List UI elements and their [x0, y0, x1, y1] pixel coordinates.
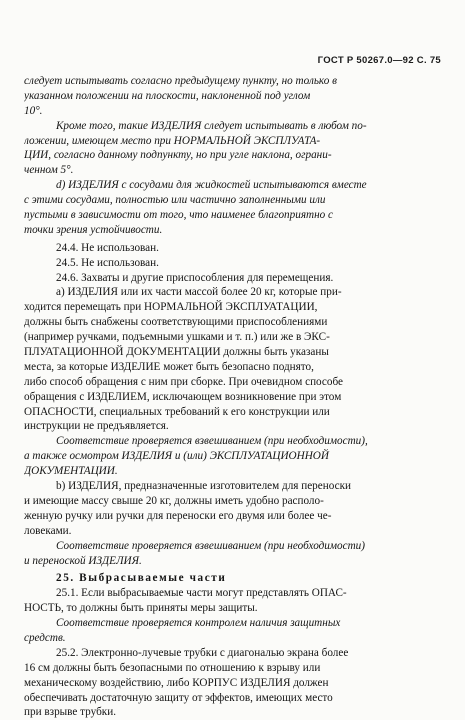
text-line: ДОКУМЕНТАЦИИ. — [24, 465, 118, 478]
text-line: 24.6. Захваты и другие приспособления для перемещения. — [56, 271, 334, 284]
text-line: 25. Выбрасываемые части — [56, 572, 227, 585]
text-line: Соответствие проверяется взвешиванием (при необходимости), — [56, 435, 368, 448]
text-line: инструкции не предъявляется. — [24, 420, 169, 433]
text-line: ловеками. — [24, 524, 72, 537]
text-line: (например ручками, подъемными ушками и т. п.) или же в ЭКС- — [24, 331, 330, 344]
text-line: 25.1. Если выбрасываемые части могут представлять ОПАС- — [56, 587, 347, 600]
text-line: указанном положении на плоскости, наклоненной под углом — [24, 89, 311, 102]
text-line: 24.4. Не использован. — [56, 241, 159, 254]
text-line: с этими сосудами, полностью или частично заполненными или — [24, 194, 326, 207]
text-line: 24.5. Не использован. — [56, 256, 159, 269]
text-line: должны быть снабжены соответствующими приспособлениями — [24, 316, 328, 329]
text-line: ходится перемещать при НОРМАЛЬНОЙ ЭКСПЛУАТАЦИИ, — [24, 301, 318, 314]
text-line: Соответствие проверяется контролем наличия защитных — [56, 617, 341, 630]
text-line: и переноской ИЗДЕЛИЯ. — [24, 554, 142, 567]
text-line: при взрыве трубки. — [24, 706, 116, 719]
text-line: и имеющие массу свыше 20 кг, должны иметь удобно располо- — [24, 494, 324, 507]
text-line: места, за которые ИЗДЕЛИЕ может быть безопасно поднято, — [24, 360, 314, 373]
text-line: пустыми в зависимости от того, что наименее благоприятно с — [24, 209, 334, 222]
text-line: Кроме того, такие ИЗДЕЛИЯ следует испытывать в любом по- — [56, 119, 367, 132]
text-line: 10°. — [24, 104, 43, 117]
text-line: средств. — [24, 631, 66, 644]
page-header: ГОСТ Р 50267.0—92 С. 75 — [317, 55, 441, 66]
text-line: точки зрения устойчивости. — [24, 223, 163, 236]
text-line: следует испытывать согласно предыдущему пункту, но только в — [24, 75, 337, 87]
text-line: НОСТЬ, то должны быть приняты меры защиты. — [24, 602, 258, 615]
text-line: d) ИЗДЕЛИЯ с сосудами для жидкостей испытываются вместе — [56, 179, 367, 192]
text-line: женную ручку или ручки для переноски его двумя или более че- — [24, 509, 332, 522]
text-line: либо способ обращения с ним при сборке. При очевидном способе — [24, 375, 343, 388]
text-line: ченном 5°. — [24, 164, 74, 177]
text-line: а) ИЗДЕЛИЯ или их части массой более 20 кг, которые при- — [56, 286, 342, 299]
text-line: а также осмотром ИЗДЕЛИЯ и (или) ЭКСПЛУАТАЦИОННОЙ — [24, 450, 329, 463]
text-line: ЦИИ, согласно данному подпункту, но при угле наклона, ограни- — [24, 149, 332, 162]
text-line: обеспечивать достаточную защиту от эффектов, имеющих место — [24, 691, 333, 704]
text-line: ложении, имеющем место при НОРМАЛЬНОЙ ЭКСПЛУАТА- — [24, 134, 321, 147]
document-body — [24, 74, 443, 720]
text-line: обращения с ИЗДЕЛИЕМ, исключающем возникновение при этом — [24, 390, 342, 403]
text-line: ПЛУАТАЦИОННОЙ ДОКУМЕНТАЦИИ должны быть указаны — [24, 346, 329, 359]
text-line: ОПАСНОСТИ, специальных требований к его конструкции или — [24, 405, 330, 418]
text-line: 25.2. Электронно-лучевые трубки с диагональю экрана более — [56, 646, 349, 659]
text-line: b) ИЗДЕЛИЯ, предназначенные изготовителем для переноски — [56, 480, 351, 493]
text-line: механическому воздействию, либо КОРПУС ИЗДЕЛИЯ должен — [24, 676, 329, 689]
text-line: 16 см должны быть безопасными по отношению к взрыву или — [24, 661, 321, 674]
text-line: Соответствие проверяется взвешиванием (при необходимости) — [56, 539, 366, 552]
